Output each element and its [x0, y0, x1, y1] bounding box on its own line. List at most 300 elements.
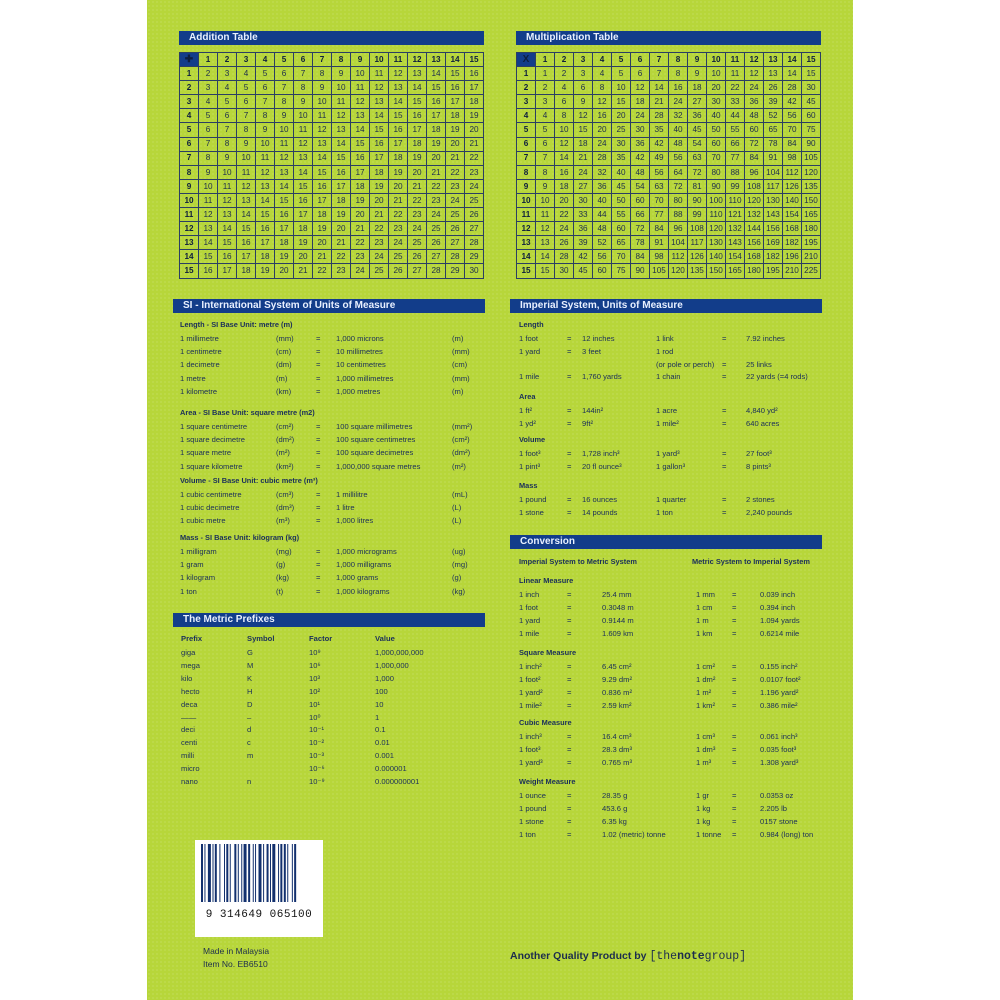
unit-equivalent: 1,000 grams	[336, 573, 379, 583]
table-cell: 24	[465, 179, 484, 193]
table-cell: 19	[351, 193, 370, 207]
row-header: 11	[180, 208, 199, 222]
unit-symbol: (mm)	[276, 334, 294, 343]
table-cell: 99	[726, 179, 745, 193]
unit-equivalent: 0.765 m³	[602, 757, 632, 767]
table-cell: 15	[427, 81, 446, 95]
table-cell: 21	[427, 165, 446, 179]
barcode	[195, 840, 323, 937]
row-header: 1	[517, 67, 536, 81]
column-header: 7	[650, 53, 669, 67]
brand-open: [	[649, 950, 657, 963]
table-row	[517, 236, 821, 250]
table-cell: 13	[408, 67, 427, 81]
table-cell: 104	[669, 236, 688, 250]
row-header: 15	[180, 264, 199, 278]
prefix-name: giga	[181, 648, 196, 657]
unit-equivalent: 25.4 mm	[602, 590, 632, 599]
addition-header-row	[180, 53, 484, 67]
table-cell: 15	[408, 95, 427, 109]
barcode-bar	[284, 844, 286, 902]
table-cell: 108	[745, 179, 764, 193]
table-cell: 65	[764, 123, 783, 137]
equals-sign: =	[316, 560, 321, 570]
unit-name: 1 square decimetre	[180, 435, 246, 445]
table-cell: 9	[536, 179, 555, 193]
table-cell: 6	[631, 67, 650, 81]
unit-equivalent: 640 acres	[746, 418, 780, 428]
table-cell: 12	[332, 109, 351, 123]
prefix-factor: 10¹	[309, 699, 320, 709]
table-cell: 18	[688, 81, 707, 95]
barcode-bar	[287, 844, 288, 902]
barcode-bar	[292, 844, 293, 902]
table-cell: 23	[408, 208, 427, 222]
prefix-name: hecto	[181, 686, 200, 696]
table-cell: 25	[427, 222, 446, 236]
unit-name: 1 ft²	[519, 406, 533, 415]
table-cell: 52	[593, 236, 612, 250]
table-cell: 23	[389, 222, 408, 236]
barcode-bar	[201, 844, 203, 902]
table-cell: 14	[536, 250, 555, 264]
barcode-bar	[280, 844, 282, 902]
table-cell: 10	[555, 123, 574, 137]
table-cell: 20	[408, 165, 427, 179]
barcode-bar	[230, 844, 231, 902]
table-cell: 20	[294, 250, 313, 264]
table-cell: 195	[802, 236, 821, 250]
row-header: 9	[180, 179, 199, 193]
unit-equivalent: 12 inches	[582, 334, 615, 343]
table-cell: 16	[427, 95, 446, 109]
unit-name: 1 yard³	[656, 449, 680, 458]
unit-name: 1 foot³	[519, 744, 541, 754]
table-cell: 44	[593, 208, 612, 222]
prefix-value: 0.001	[375, 751, 395, 761]
table-cell: 21	[332, 236, 351, 250]
unit-name: 1 cubic metre	[180, 516, 226, 526]
table-cell: 19	[389, 165, 408, 179]
table-cell: 60	[593, 264, 612, 278]
table-cell: 13	[351, 109, 370, 123]
table-cell: 126	[688, 250, 707, 264]
table-cell: 3	[536, 95, 555, 109]
table-row	[517, 193, 821, 207]
table-cell: 14	[313, 151, 332, 165]
table-cell: 12	[294, 137, 313, 151]
si-group-heading: Volume - SI Base Unit: cubic metre (m³)	[180, 476, 318, 485]
table-cell: 14	[389, 95, 408, 109]
row-header: 2	[517, 81, 536, 95]
unit-name: 1 mm	[696, 590, 715, 599]
table-cell: 15	[351, 137, 370, 151]
table-cell: 27	[688, 95, 707, 109]
unit-equivalent: 1.094 yards	[760, 615, 800, 625]
table-cell: 14	[199, 236, 218, 250]
table-cell: 70	[783, 123, 802, 137]
unit-equivalent: 0.386 mile²	[760, 700, 798, 710]
row-header: 13	[180, 236, 199, 250]
prefix-symbol: d	[247, 725, 252, 735]
table-cell: 20	[370, 193, 389, 207]
table-cell: 63	[650, 179, 669, 193]
table-cell: 120	[802, 165, 821, 179]
table-cell: 36	[631, 137, 650, 151]
table-cell: 40	[593, 193, 612, 207]
si-group-heading: Area - SI Base Unit: square metre (m2)	[180, 408, 315, 417]
table-cell: 12	[351, 95, 370, 109]
unit-name: 1 acre	[656, 406, 678, 415]
row-header: 5	[517, 123, 536, 137]
table-cell: 28	[650, 109, 669, 123]
table-cell: 56	[650, 165, 669, 179]
table-cell: 19	[332, 208, 351, 222]
table-cell: 4	[555, 81, 574, 95]
table-cell: 78	[631, 236, 650, 250]
table-cell: 10	[332, 81, 351, 95]
table-cell: 54	[688, 137, 707, 151]
table-cell: 18	[408, 137, 427, 151]
table-cell: 24	[446, 193, 465, 207]
barcode-bar	[219, 844, 220, 902]
table-cell: 26	[555, 236, 574, 250]
table-cell: 29	[465, 250, 484, 264]
table-cell: 24	[408, 222, 427, 236]
table-cell: 25	[370, 264, 389, 278]
table-cell: 14	[427, 67, 446, 81]
row-header: 8	[517, 165, 536, 179]
column-header: 12	[745, 53, 764, 67]
table-cell: 75	[612, 264, 631, 278]
table-row	[180, 250, 484, 264]
imperial-section-title: Imperial System, Units of Measure	[510, 299, 822, 313]
equals-sign: =	[732, 700, 737, 710]
table-cell: 14	[351, 123, 370, 137]
unit-name: 1 yd²	[519, 418, 536, 428]
column-header: 4	[593, 53, 612, 67]
conversion-group-heading: Square Measure	[519, 648, 577, 657]
equals-sign: =	[722, 495, 727, 504]
unit-name: 1 ounce	[519, 791, 547, 800]
table-cell: 72	[631, 222, 650, 236]
row-header: 11	[517, 208, 536, 222]
table-cell: 9	[199, 165, 218, 179]
prefix-factor: 10⁹	[309, 648, 321, 657]
table-cell: 60	[612, 222, 631, 236]
table-cell: 21	[351, 222, 370, 236]
table-cell: 112	[669, 250, 688, 264]
table-cell: 18	[446, 109, 465, 123]
table-cell: 20	[446, 137, 465, 151]
equals-sign: =	[316, 490, 321, 499]
column-header: 3	[237, 53, 256, 67]
table-cell: 28	[555, 250, 574, 264]
table-cell: 91	[764, 151, 783, 165]
prefix-symbol: n	[247, 777, 252, 786]
row-header: 13	[517, 236, 536, 250]
table-cell: 4	[536, 109, 555, 123]
prefix-symbol: m	[247, 751, 254, 761]
table-cell: 16	[408, 109, 427, 123]
unit-symbol: (t)	[276, 586, 284, 596]
equals-sign: =	[567, 816, 572, 826]
table-cell: 28	[783, 81, 802, 95]
table-cell: 6	[536, 137, 555, 151]
table-cell: 140	[707, 250, 726, 264]
table-cell: 26	[427, 236, 446, 250]
unit-equivalent: 144in²	[582, 406, 604, 415]
prefix-factor: 10⁻²	[309, 738, 324, 748]
equals-sign: =	[567, 732, 572, 741]
table-row	[517, 151, 821, 165]
table-cell: 40	[612, 165, 631, 179]
table-cell: 20	[313, 236, 332, 250]
table-cell: 15	[612, 95, 631, 109]
table-cell: 48	[593, 222, 612, 236]
table-cell: 80	[707, 165, 726, 179]
table-cell: 120	[707, 222, 726, 236]
prefix-symbol: M	[247, 660, 254, 670]
unit-equivalent: 453.6 g	[602, 803, 628, 813]
table-cell: 33	[726, 95, 745, 109]
table-cell: 16	[370, 137, 389, 151]
table-cell: 182	[783, 236, 802, 250]
row-header: 1	[180, 67, 199, 81]
table-cell: 42	[650, 137, 669, 151]
prefix-name: mega	[181, 660, 200, 670]
prefix-symbol: D	[247, 699, 253, 709]
unit-name: 1 yard	[519, 346, 541, 356]
table-cell: 16	[237, 236, 256, 250]
unit-name: (or pole or perch)	[656, 359, 715, 369]
table-cell: 10	[294, 109, 313, 123]
table-cell: 56	[593, 250, 612, 264]
header-prefix: Prefix	[181, 634, 203, 643]
unit-name: 1 cm	[696, 602, 713, 612]
unit-equivalent: 16.4 cm³	[602, 732, 632, 741]
table-cell: 22	[555, 208, 574, 222]
table-cell: 17	[465, 81, 484, 95]
column-header: 4	[256, 53, 275, 67]
table-cell: 44	[726, 109, 745, 123]
addition-table	[179, 52, 484, 279]
unit-equivalent: 1,000 millimetres	[336, 373, 394, 383]
table-cell: 10	[707, 67, 726, 81]
table-cell: 130	[764, 193, 783, 207]
unit-name: 1 yard³	[519, 757, 543, 767]
equals-sign: =	[567, 334, 572, 343]
barcode-bar	[270, 844, 271, 902]
barcode-bar	[226, 844, 228, 902]
unit-name: 1 decimetre	[180, 360, 220, 370]
table-cell: 16	[446, 81, 465, 95]
table-cell: 24	[745, 81, 764, 95]
equals-sign: =	[732, 803, 737, 813]
table-cell: 154	[726, 250, 745, 264]
equivalent-symbol: (cm²)	[452, 435, 470, 445]
equivalent-symbol: (ug)	[452, 547, 466, 556]
equivalent-symbol: (mm)	[452, 373, 470, 383]
table-cell: 19	[446, 123, 465, 137]
table-cell: 21	[370, 208, 389, 222]
unit-symbol: (dm²)	[276, 435, 295, 445]
table-cell: 126	[783, 179, 802, 193]
table-cell: 180	[802, 222, 821, 236]
table-cell: 11	[199, 193, 218, 207]
table-cell: 140	[783, 193, 802, 207]
unit-name: 1 square metre	[180, 448, 232, 458]
table-cell: 19	[294, 236, 313, 250]
column-header: 12	[408, 53, 427, 67]
table-cell: 27	[574, 179, 593, 193]
equivalent-symbol: (m)	[452, 334, 464, 343]
table-cell: 15	[313, 165, 332, 179]
table-cell: 90	[631, 264, 650, 278]
unit-equivalent: 2,240 pounds	[746, 507, 793, 517]
table-cell: 24	[669, 95, 688, 109]
equals-sign: =	[316, 516, 321, 526]
header-value: Value	[375, 634, 395, 643]
table-cell: 78	[764, 137, 783, 151]
table-cell: 156	[764, 222, 783, 236]
table-cell: 42	[631, 151, 650, 165]
equivalent-symbol: (m²)	[452, 461, 466, 471]
table-cell: 24	[427, 208, 446, 222]
unit-equivalent: 1,000 kilograms	[336, 586, 390, 596]
table-cell: 13	[332, 123, 351, 137]
barcode-bar	[244, 844, 247, 902]
table-cell: 72	[669, 179, 688, 193]
row-header: 15	[517, 264, 536, 278]
table-cell: 15	[536, 264, 555, 278]
table-row	[517, 95, 821, 109]
table-cell: 98	[783, 151, 802, 165]
column-header: 1	[536, 53, 555, 67]
table-cell: 17	[446, 95, 465, 109]
table-cell: 13	[256, 179, 275, 193]
table-row	[180, 208, 484, 222]
table-cell: 39	[574, 236, 593, 250]
table-cell: 182	[764, 250, 783, 264]
table-cell: 60	[631, 193, 650, 207]
unit-name: 1 foot²	[519, 674, 541, 684]
table-cell: 15	[294, 179, 313, 193]
table-cell: 13	[275, 165, 294, 179]
table-cell: 18	[427, 123, 446, 137]
table-cell: 90	[802, 137, 821, 151]
table-cell: 60	[707, 137, 726, 151]
table-cell: 80	[669, 193, 688, 207]
table-cell: 9	[275, 109, 294, 123]
header-symbol: Symbol	[247, 634, 275, 643]
table-cell: 10	[351, 67, 370, 81]
equals-sign: =	[732, 662, 737, 671]
table-cell: 12	[218, 193, 237, 207]
unit-equivalent: 0157 stone	[760, 816, 798, 826]
table-cell: 8	[555, 109, 574, 123]
table-cell: 24	[574, 165, 593, 179]
table-cell: 12	[631, 81, 650, 95]
table-cell: 8	[294, 81, 313, 95]
column-header: 13	[764, 53, 783, 67]
equals-sign: =	[567, 461, 572, 471]
table-cell: 16	[218, 250, 237, 264]
unit-symbol: (cm²)	[276, 422, 294, 431]
table-cell: 90	[707, 179, 726, 193]
equals-sign: =	[567, 791, 572, 800]
table-cell: 117	[688, 236, 707, 250]
prefix-value: 100	[375, 686, 388, 696]
conversion-col-left: Imperial System to Metric System	[519, 557, 637, 566]
unit-equivalent: 2.205 lb	[760, 803, 788, 813]
brand-group: group	[704, 950, 740, 963]
table-cell: 70	[707, 151, 726, 165]
table-cell: 17	[389, 137, 408, 151]
unit-equivalent: 20 fl ounce³	[582, 461, 622, 471]
column-header: 3	[574, 53, 593, 67]
prefix-factor: 10⁻¹	[309, 725, 324, 735]
unit-name: 1 cm³	[696, 732, 715, 741]
row-header: 9	[517, 179, 536, 193]
table-cell: 16	[351, 151, 370, 165]
table-row	[517, 109, 821, 123]
table-cell: 18	[313, 208, 332, 222]
unit-name: 1 metre	[180, 373, 206, 383]
table-cell: 24	[389, 236, 408, 250]
unit-symbol: (km²)	[276, 461, 294, 471]
table-cell: 108	[688, 222, 707, 236]
row-header: 10	[517, 193, 536, 207]
equivalent-symbol: (kg)	[452, 586, 466, 596]
table-cell: 21	[408, 179, 427, 193]
table-cell: 42	[574, 250, 593, 264]
table-cell: 9	[294, 95, 313, 109]
table-cell: 10	[275, 123, 294, 137]
prefix-symbol: K	[247, 673, 253, 683]
table-cell: 7	[218, 123, 237, 137]
table-cell: 110	[707, 208, 726, 222]
unit-symbol: (dm)	[276, 360, 292, 370]
table-cell: 16	[275, 208, 294, 222]
table-cell: 70	[612, 250, 631, 264]
table-cell: 20	[351, 208, 370, 222]
equals-sign: =	[722, 359, 727, 369]
unit-name: 1 square kilometre	[180, 461, 243, 471]
table-cell: 10	[612, 81, 631, 95]
equals-sign: =	[732, 829, 737, 839]
table-cell: 13	[389, 81, 408, 95]
table-cell: 15	[370, 123, 389, 137]
table-row	[517, 179, 821, 193]
table-cell: 22	[427, 179, 446, 193]
table-cell: 19	[465, 109, 484, 123]
table-cell: 19	[275, 250, 294, 264]
unit-name: 1 ton	[656, 507, 673, 517]
equals-sign: =	[732, 602, 737, 612]
barcode-bar	[213, 844, 214, 902]
table-cell: 36	[593, 179, 612, 193]
equals-sign: =	[316, 360, 321, 370]
table-cell: 11	[726, 67, 745, 81]
table-cell: 8	[593, 81, 612, 95]
prefix-value: 10	[375, 699, 384, 709]
unit-equivalent: 0.061 inch³	[760, 732, 798, 741]
unit-equivalent: 14 pounds	[582, 507, 618, 517]
table-cell: 32	[593, 165, 612, 179]
equals-sign: =	[722, 461, 727, 471]
unit-equivalent: 6.45 cm²	[602, 662, 632, 671]
